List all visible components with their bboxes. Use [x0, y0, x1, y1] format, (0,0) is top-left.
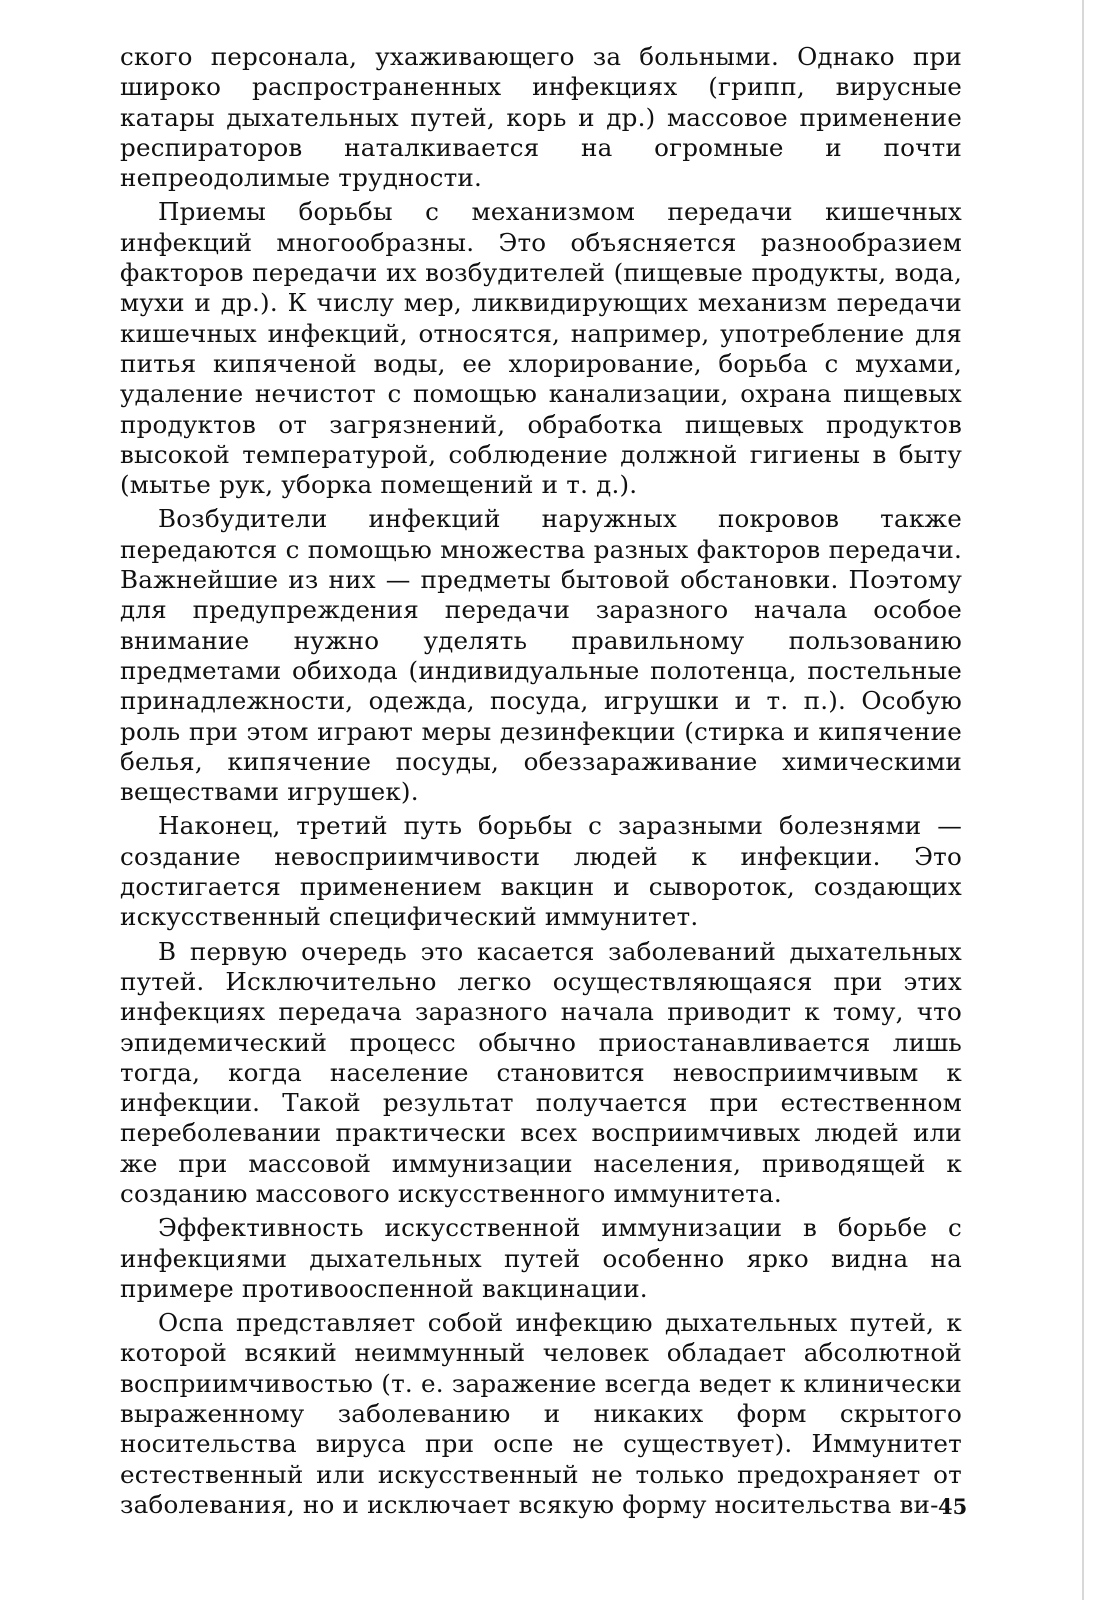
page-number: 45 — [938, 1494, 968, 1519]
page-edge-line — [1082, 0, 1084, 1600]
paragraph-external-covers: Возбудители инфекций наружных покровов также передаются с помощью множества разных факторов передачи. Важнейшие из них — предметы бытовой обстановки. Поэтому для предупреждения передачи заразного начала особое внимание нужно уделять правильному пользованию предметами обихода (индивидуальные полотенца, постельные принадлежности, одежда, посуда, игрушки и т. п.). Особую роль при этом играют меры дезинфекции (стирка и кипячение белья, кипячение посуды, обеззараживание химическими веществами игрушек). — [120, 504, 962, 807]
paragraph-respiratory: В первую очередь это касается заболеваний дыхательных путей. Исключительно легко осуществляющаяся при этих инфекциях передача заразного начала приводит к тому, что эпидемический процесс обычно приостанавливается лишь тогда, когда население становится невосприимчивым к инфекции. Такой результат получается при естественном переболевании практически всех восприимчивых людей или же при массовой иммунизации населения, приводящей к созданию массового искусственного иммунитета. — [120, 936, 962, 1208]
paragraph-smallpox: Оспа представляет собой инфекцию дыхательных путей, к которой всякий неиммунный человек обладает абсолютной восприимчивостью (т. е. заражение всегда ведет к клинически выраженному заболеванию и никаких форм скрытого носительства вируса при оспе не существует). Иммунитет естественный или искусственный не только предохраняет от заболевания, но и исключает всякую форму носительства ви- — [120, 1308, 962, 1519]
paragraph-intestinal-infections: Приемы борьбы с механизмом передачи кишечных инфекций многообразны. Это объясняется разнообразием факторов передачи их возбудителей (пищевые продукты, вода, мухи и др.). К числу мер, ликвидирующих механизм передачи кишечных инфекций, относятся, например, употребление для питья кипяченой воды, ее хлорирование, борьба с мухами, удаление нечистот с помощью канализации, охрана пищевых продуктов от загрязнений, обработка пищевых продуктов высокой температурой, соблюдение должной гигиены в быту (мытье рук, уборка помещений и т. д.). — [120, 197, 962, 500]
paragraph-immunity: Наконец, третий путь борьбы с заразными болезнями — создание невосприимчивости людей к инфекции. Это достигается применением вакцин и сывороток, создающих искусственный специфический иммунитет. — [120, 811, 962, 932]
body-text — [120, 42, 962, 1524]
paragraph-vaccination: Эффективность искусственной иммунизации в борьбе с инфекциями дыхательных путей особенно ярко видна на примере противооспенной вакцинации. — [120, 1213, 962, 1303]
paragraph-continuation: ского персонала, ухаживающего за больными. Однако при широко распространенных инфекциях (грипп, вирусные катары дыхательных путей, корь и др.) массовое применение респираторов наталкивается на огромные и почти непреодолимые трудности. — [120, 42, 962, 193]
